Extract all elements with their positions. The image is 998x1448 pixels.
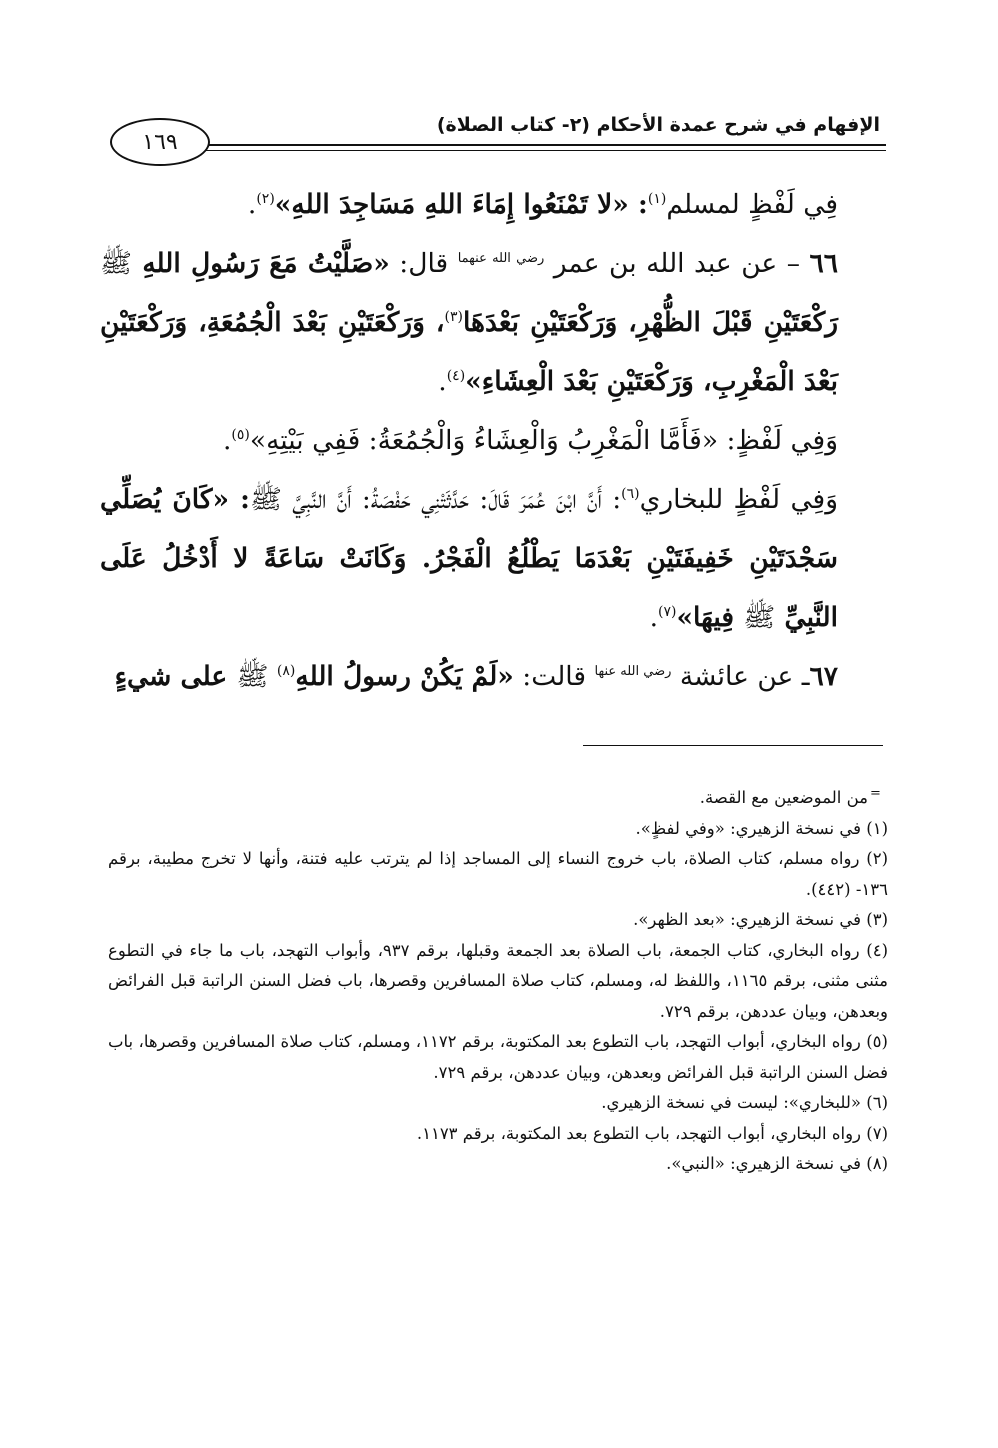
footnote-separator <box>583 745 883 746</box>
footnote-item: (٨) في نسخة الزهيري: «النبي». <box>666 1154 888 1173</box>
honorific-mark: ﷺ <box>236 661 277 692</box>
footnote-ref: (٢) <box>256 191 275 208</box>
text: : أَنَّ ابْنَ عُمَرَ قَالَ: حَدَّثَتْنِي حَفْصَةُ: أَنَّ النَّبِيَّ <box>281 484 622 515</box>
honorific-mark: ﷺ <box>743 602 776 633</box>
text: – عن عبد الله بن عمر <box>544 248 800 279</box>
text: . <box>247 189 257 220</box>
footnote-item: (٥) رواه البخاري، أبواب التهجد، باب التطوع بعد المكتوبة، برقم ١١٧٢، ومسلم، كتاب صلاة المسافرين وقصرها، باب فضل السنن الراتبة قبل الفرائض وبعدهن، وبيان عددهن، برقم ٧٢٩. <box>108 1032 888 1082</box>
footnote-ref: (١) <box>647 191 667 208</box>
continuation-mark: = <box>870 786 881 801</box>
footnote-item: (٤) رواه البخاري، كتاب الجمعة، باب الصلاة بعد الجمعة وقبلها، برقم ٩٣٧، وأبواب التهجد، باب ما جاء في التطوع مثنى مثنى، برقم ١١٦٥، واللفظ له، ومسلم، كتاب صلاة المسافرين وقصرها، باب فضل السنن الراتبة قبل الفرائض وبعدهن، وبيان عددهن، برقم ٧٢٩. <box>108 940 888 1021</box>
hadith-quote: «لَمْ يَكُنْ رسولُ اللهِ <box>295 661 514 692</box>
paragraph-bukhari-wording <box>100 470 890 647</box>
text: . <box>649 602 659 633</box>
text: قالت: <box>513 661 595 692</box>
footnote-ref: (٣) <box>444 309 463 326</box>
text: قال: <box>389 248 458 279</box>
hadith-quote: فِيهَا» <box>676 602 744 633</box>
hadith-quote: على شيءٍ <box>114 661 237 692</box>
footnote-ref: (٧) <box>658 604 677 621</box>
header-title: الإفهام في شرح عمدة الأحكام (٢- كتاب الصلاة) <box>436 114 880 136</box>
footnote-ref: (٨) <box>276 663 296 680</box>
text: . <box>438 366 447 397</box>
hadith-quote: رَكْعَتَيْنِ قَبْلَ الظُّهْرِ، وَرَكْعَتَيْنِ بَعْدَهَا <box>462 307 838 338</box>
hadith-66 <box>100 234 890 411</box>
hadith-quote: : «لا تَمْنَعُوا إِمَاءَ اللهِ مَسَاجِدَ اللهِ» <box>274 189 648 220</box>
text: فِي لَفْظٍ لمسلم <box>666 189 838 220</box>
footnote-item: (٢) رواه مسلم، كتاب الصلاة، باب خروج النساء إلى المساجد إذا لم يترتب عليه فتنة، وأنها لا تخرج مطيبة، برقم ١٣٦- (٤٤٢). <box>108 849 888 899</box>
footnote-continuation: من الموضعين مع القصة. <box>699 788 868 807</box>
hadith-quote: «صَلَّيْتُ مَعَ رَسُولِ اللهِ <box>132 248 390 279</box>
hadith-quote: ، وَرَكْعَتَيْنِ بَعْدَ الْجُمُعَةِ، وَرَكْعَتَيْنِ بَعْدَ الْمَغْرِبِ، وَرَكْعَتَيْنِ بَعْدَ الْعِشَاءِ» <box>100 307 838 397</box>
footnote-ref: (٥) <box>231 427 250 444</box>
footnote-ref: (٦) <box>621 486 640 503</box>
footnote-item: (٦) «للبخاري»: ليست في نسخة الزهيري. <box>601 1093 888 1112</box>
header-rule <box>204 144 886 146</box>
paragraph-other-wording <box>100 411 890 470</box>
paragraph-muslim-wording <box>100 175 890 234</box>
footnote-item: (١) في نسخة الزهيري: «وفي لفظٍ». <box>635 818 888 838</box>
text: . <box>222 425 232 456</box>
page-number: ١٦٩ <box>110 118 210 166</box>
hadith-number: ٦٦ <box>809 248 838 279</box>
footnotes <box>108 783 888 1180</box>
main-text <box>100 175 890 706</box>
footnote-item: (٧) رواه البخاري، أبواب التهجد، باب التطوع بعد المكتوبة، برقم ١١٧٣. <box>416 1123 888 1143</box>
hadith-67 <box>100 647 890 706</box>
honorific-mark: رضي الله عنهما <box>457 251 545 267</box>
text: وَفِي لَفْظٍ للبخاري <box>639 484 838 515</box>
hadith-quote: : «كَانَ يُصَلِّي سَجْدَتَيْنِ خَفِيفَتَيْنِ بَعْدَمَا يَطْلُعُ الْفَجْرُ. وَكَانَتْ سَاعَةً لا أَدْخُلُ عَلَى النَّبِيِّ <box>100 484 838 633</box>
text: وَفِي لَفْظٍ: «فَأَمَّا الْمَغْرِبُ وَالْعِشَاءُ وَالْجُمُعَةُ: فَفِي بَيْتِهِ» <box>249 425 838 456</box>
text: ـ عن عائشة <box>671 661 810 692</box>
running-header <box>108 112 886 178</box>
header-rule-double <box>204 150 886 151</box>
footnote-ref: (٤) <box>446 368 466 385</box>
honorific-mark: ﷺ <box>249 484 282 515</box>
hadith-number: ٦٧ <box>809 661 838 692</box>
footnote-item: (٣) في نسخة الزهيري: «بعد الظهر». <box>633 910 888 929</box>
honorific-mark: ﷺ <box>100 248 133 279</box>
honorific-mark: رضي الله عنها <box>594 664 672 680</box>
